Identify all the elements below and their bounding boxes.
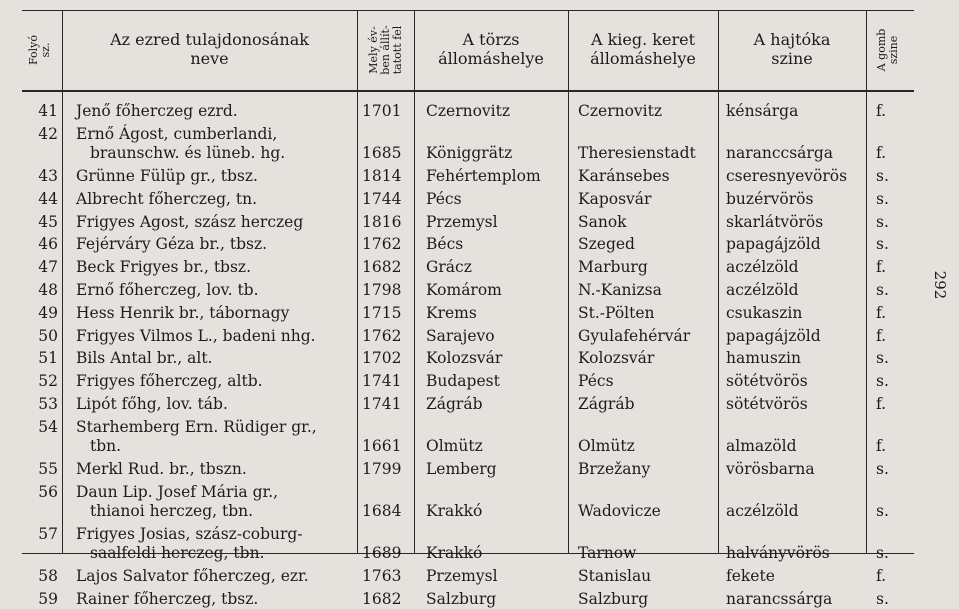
recruiting-station: Zágráb (578, 394, 635, 413)
recruiting-station: Czernovitz (578, 102, 663, 120)
owner-name: Jenő főherczeg ezrd. (76, 102, 238, 120)
row-number: 55 (38, 459, 58, 478)
founded-year: 1814 (362, 166, 402, 185)
column-divider (62, 10, 63, 553)
owner-name: Ernő főherczeg, lov. tb. (76, 280, 259, 299)
founded-year: 1685 (362, 144, 402, 163)
founded-year: 1715 (362, 303, 402, 322)
row-number: 51 (38, 349, 58, 368)
owner-name: braunschw. és lüneb. hg. (90, 144, 286, 163)
founded-year: 1741 (362, 394, 402, 413)
owner-name: Hess Henrik br., tábornagy (76, 303, 290, 322)
facing-color: fekete (726, 566, 775, 585)
row-number: 46 (38, 235, 58, 254)
headquarters: Lemberg (426, 459, 497, 478)
top-rule (22, 10, 914, 11)
headquarters: Salzburg (426, 589, 497, 608)
owner-name: Frigyes főherczeg, altb. (76, 372, 263, 391)
owner-name: Beck Frigyes br., tbsz. (76, 258, 252, 277)
header-torzs: A törzs állomáshelye (438, 30, 544, 68)
headquarters: Grácz (426, 258, 472, 277)
button-color: s. (876, 349, 889, 368)
button-color: s. (876, 544, 889, 562)
headquarters: Przemysl (426, 566, 498, 585)
recruiting-station: Szeged (578, 235, 635, 254)
owner-name: Merkl Rud. br., tbszn. (76, 459, 247, 478)
row-number: 43 (38, 166, 58, 185)
facing-color: aczélzöld (726, 280, 799, 299)
facing-color: hamuszin (726, 349, 801, 368)
button-color: s. (876, 212, 889, 231)
button-color: s. (876, 501, 889, 520)
recruiting-station: Brzežany (578, 459, 651, 478)
owner-name: Albrecht főherczeg, tn. (76, 189, 258, 208)
row-number: 59 (38, 589, 58, 608)
facing-color: aczélzöld (726, 501, 799, 520)
header-num: Folyó sz. (27, 34, 52, 66)
owner-name: tbn. (90, 437, 122, 455)
facing-color: halványvörös (726, 544, 830, 562)
headquarters: Komárom (426, 280, 502, 299)
recruiting-station: Wadovicze (578, 501, 661, 520)
headquarters: Krakkó (426, 501, 483, 520)
owner-name: Frigyes Josias, szász-coburg- (76, 524, 303, 543)
row-number: 57 (38, 524, 58, 543)
owner-name: Starhemberg Ern. Rüdiger gr., (76, 417, 317, 436)
headquarters: Zágráb (426, 394, 483, 413)
owner-name: Rainer főherczeg, tbsz. (76, 589, 259, 608)
founded-year: 1684 (362, 501, 402, 520)
row-number: 41 (38, 102, 58, 120)
founded-year: 1701 (362, 102, 402, 120)
founded-year: 1762 (362, 235, 402, 254)
owner-name: Fejérváry Géza br., tbsz. (76, 235, 268, 254)
button-color: f. (876, 394, 887, 413)
facing-color: skarlátvörös (726, 212, 824, 231)
headquarters: Krakkó (426, 544, 483, 562)
facing-color: vörösbarna (726, 459, 815, 478)
recruiting-station: N.-Kanizsa (578, 280, 662, 299)
button-color: f. (876, 566, 887, 585)
recruiting-station: Tarnow (578, 544, 637, 562)
column-divider (866, 10, 867, 553)
headquarters: Czernovitz (426, 102, 511, 120)
column-divider (414, 10, 415, 553)
founded-year: 1762 (362, 326, 402, 345)
founded-year: 1799 (362, 459, 402, 478)
founded-year: 1744 (362, 189, 402, 208)
headquarters: Krems (426, 303, 477, 322)
button-color: f. (876, 437, 887, 455)
founded-year: 1702 (362, 349, 402, 368)
facing-color: kénsárga (726, 102, 799, 120)
headquarters: Olmütz (426, 437, 483, 455)
headquarters: Fehértemplom (426, 166, 541, 185)
button-color: s. (876, 189, 889, 208)
row-number: 47 (38, 258, 58, 277)
button-color: f. (876, 326, 887, 345)
header-button: A gomb szine (875, 28, 900, 72)
button-color: s. (876, 280, 889, 299)
button-color: f. (876, 144, 887, 163)
founded-year: 1763 (362, 566, 402, 585)
facing-color: cseresnyevörös (726, 166, 848, 185)
owner-name: thianoi herczeg, tbn. (90, 501, 254, 520)
row-number: 42 (38, 124, 58, 143)
owner-name: Ernő Ágost, cumberlandi, (76, 124, 278, 143)
headquarters: Pécs (426, 189, 462, 208)
facing-color: buzérvörös (726, 189, 814, 208)
founded-year: 1661 (362, 437, 402, 455)
button-color: s. (876, 459, 889, 478)
header-rule (22, 90, 914, 92)
button-color: s. (876, 235, 889, 254)
header-kieg: A kieg. keret állomáshelye (590, 30, 696, 68)
recruiting-station: Kolozsvár (578, 349, 655, 368)
facing-color: aczélzöld (726, 258, 799, 277)
column-divider (357, 10, 358, 553)
page-number: 292 (931, 270, 949, 300)
row-number: 56 (38, 482, 58, 501)
row-number: 54 (38, 417, 58, 436)
facing-color: sötétvörös (726, 372, 808, 391)
owner-name: Daun Lip. Josef Mária gr., (76, 482, 279, 501)
column-divider (718, 10, 719, 553)
button-color: f. (876, 303, 887, 322)
owner-name: Lajos Salvator főherczeg, ezr. (76, 566, 309, 585)
founded-year: 1682 (362, 589, 402, 608)
headquarters: Przemysl (426, 212, 498, 231)
row-number: 53 (38, 394, 58, 413)
recruiting-station: Pécs (578, 372, 614, 391)
recruiting-station: Kaposvár (578, 189, 652, 208)
founded-year: 1741 (362, 372, 402, 391)
recruiting-station: Gyulafehérvár (578, 326, 691, 345)
facing-color: almazöld (726, 437, 797, 455)
founded-year: 1682 (362, 258, 402, 277)
row-number: 45 (38, 212, 58, 231)
facing-color: sötétvörös (726, 394, 808, 413)
owner-name: Grünne Fülüp gr., tbsz. (76, 166, 258, 185)
facing-color: naranccsárga (726, 144, 833, 163)
recruiting-station: Sanok (578, 212, 627, 231)
founded-year: 1798 (362, 280, 402, 299)
facing-color: narancssárga (726, 589, 833, 608)
founded-year: 1816 (362, 212, 402, 231)
button-color: s. (876, 372, 889, 391)
row-number: 50 (38, 326, 58, 345)
row-number: 48 (38, 280, 58, 299)
facing-color: papagájzöld (726, 326, 821, 345)
row-number: 44 (38, 189, 58, 208)
headquarters: Königgrätz (426, 144, 513, 163)
recruiting-station: Stanislau (578, 566, 652, 585)
facing-color: csukaszin (726, 303, 803, 322)
recruiting-station: Marburg (578, 258, 648, 277)
column-divider (568, 10, 569, 553)
founded-year: 1689 (362, 544, 402, 562)
row-number: 52 (38, 372, 58, 391)
button-color: f. (876, 102, 887, 120)
headquarters: Budapest (426, 372, 500, 391)
recruiting-station: Olmütz (578, 437, 635, 455)
headquarters: Sarajevo (426, 326, 495, 345)
recruiting-station: St.-Pölten (578, 303, 655, 322)
button-color: s. (876, 589, 889, 608)
recruiting-station: Karánsebes (578, 166, 670, 185)
owner-name: saalfeldi herczeg, tbn. (90, 544, 265, 562)
header-year: Mely év- ben állít- tatott fel (367, 25, 404, 75)
recruiting-station: Salzburg (578, 589, 649, 608)
header-name: Az ezred tulajdonosának neve (110, 30, 309, 68)
recruiting-station: Theresienstadt (578, 144, 696, 163)
button-color: s. (876, 166, 889, 185)
owner-name: Frigyes Agost, szász herczeg (76, 212, 304, 231)
owner-name: Bils Antal br., alt. (76, 349, 213, 368)
row-number: 49 (38, 303, 58, 322)
row-number: 58 (38, 566, 58, 585)
header-color: A hajtóka szine (753, 30, 831, 68)
facing-color: papagájzöld (726, 235, 821, 254)
button-color: f. (876, 258, 887, 277)
owner-name: Frigyes Vilmos L., badeni nhg. (76, 326, 316, 345)
headquarters: Bécs (426, 235, 464, 254)
headquarters: Kolozsvár (426, 349, 503, 368)
owner-name: Lipót főhg, lov. táb. (76, 394, 228, 413)
